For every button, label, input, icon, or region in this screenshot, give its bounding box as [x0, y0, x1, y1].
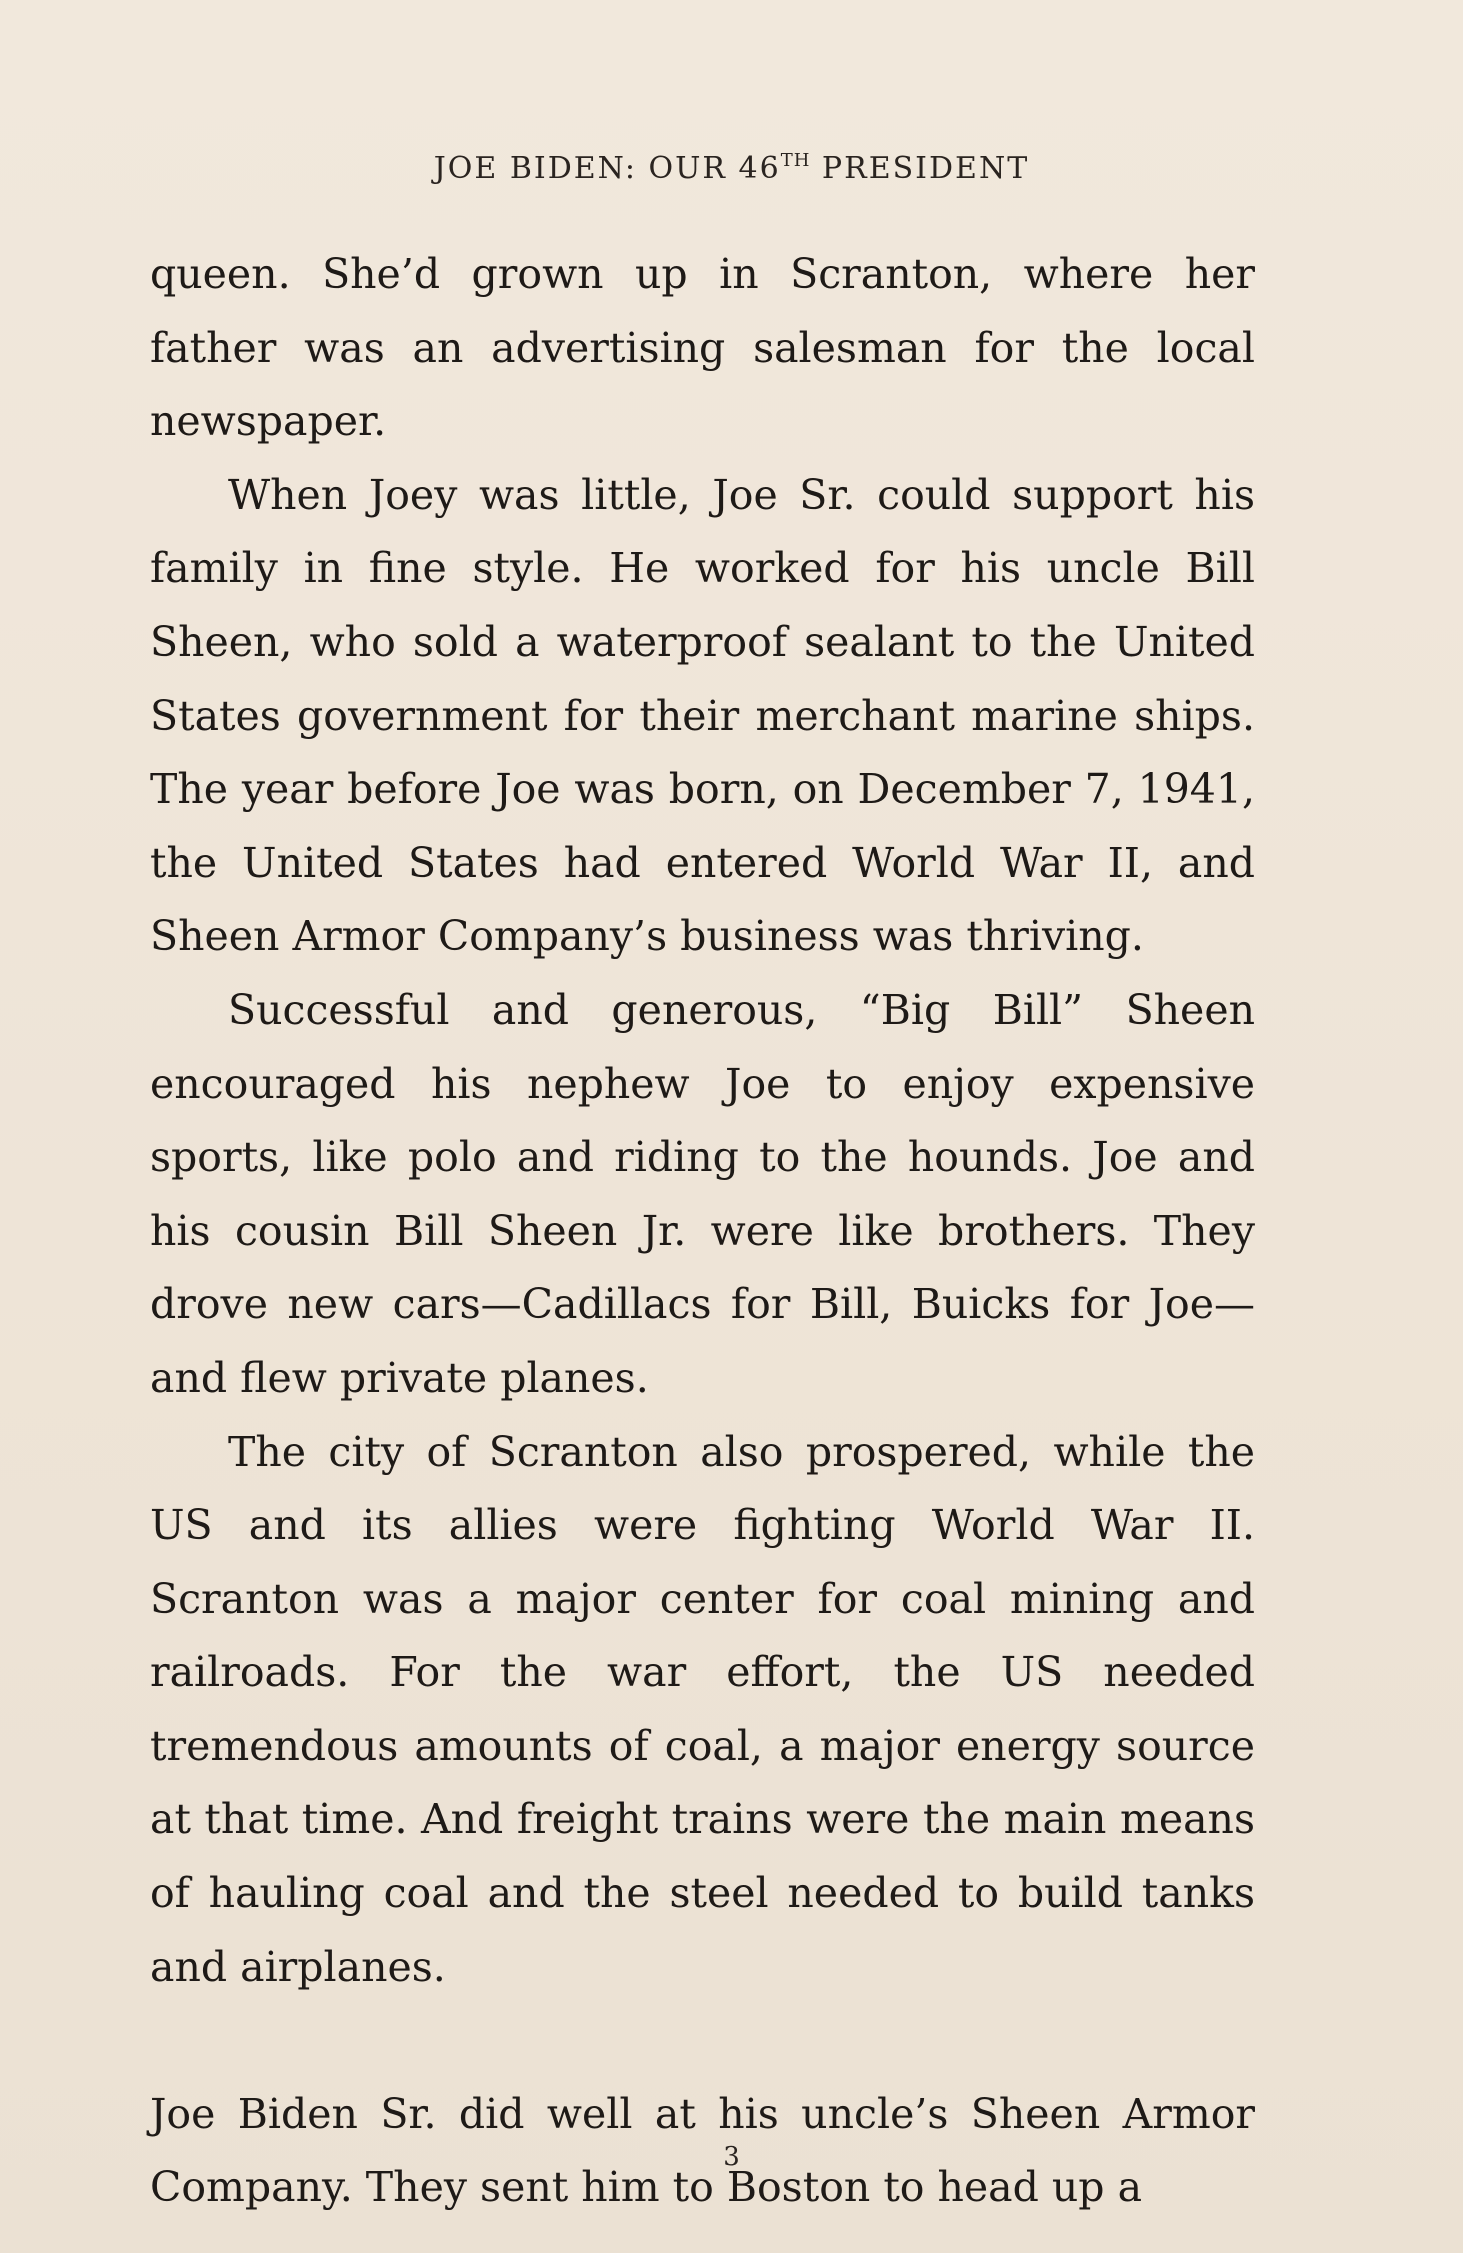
running-head-text-end: PRESIDENT: [810, 151, 1030, 186]
paragraph-2: When Joey was little, Joe Sr. could support his family in fine style. He worked for his uncle Bill Sheen, who sold a waterproof sealant to the United States government for their merchant marine ships. The year before Joe was born, on December 7, 1941, the United States had entered World War II, and Sheen Armor Company’s business was thriving.: [150, 470, 1255, 961]
running-head-ordinal: TH: [780, 150, 811, 171]
paragraph-5: Joe Biden Sr. did well at his uncle’s Sheen Armor Company. They sent him to Boston to head up a: [150, 2089, 1255, 2212]
running-head: [0, 150, 1463, 186]
paragraph-1: queen. She’d grown up in Scranton, where her father was an advertising salesman for the local newspaper.: [150, 250, 1255, 446]
body-text: [150, 238, 1255, 2225]
running-head-text: JOE BIDEN: OUR 46: [433, 151, 781, 186]
page-number: 3: [723, 2142, 740, 2172]
paragraph-4: The city of Scranton also prospered, while the US and its allies were fighting World War II. Scranton was a major center for coal mining and railroads. For the war effort, the US needed tremendous amounts of coal, a major energy source at that time. And freight trains were the main means of hauling coal and the steel needed to build tanks and airplanes.: [150, 1427, 1255, 1991]
paragraph-3: Successful and generous, “Big Bill” Sheen encouraged his nephew Joe to enjoy expensive sports, like polo and riding to the hounds. Joe and his cousin Bill Sheen Jr. were like brothers. They drove new cars—Cadillacs for Bill, Buicks for Joe—and flew private planes.: [150, 985, 1255, 1402]
